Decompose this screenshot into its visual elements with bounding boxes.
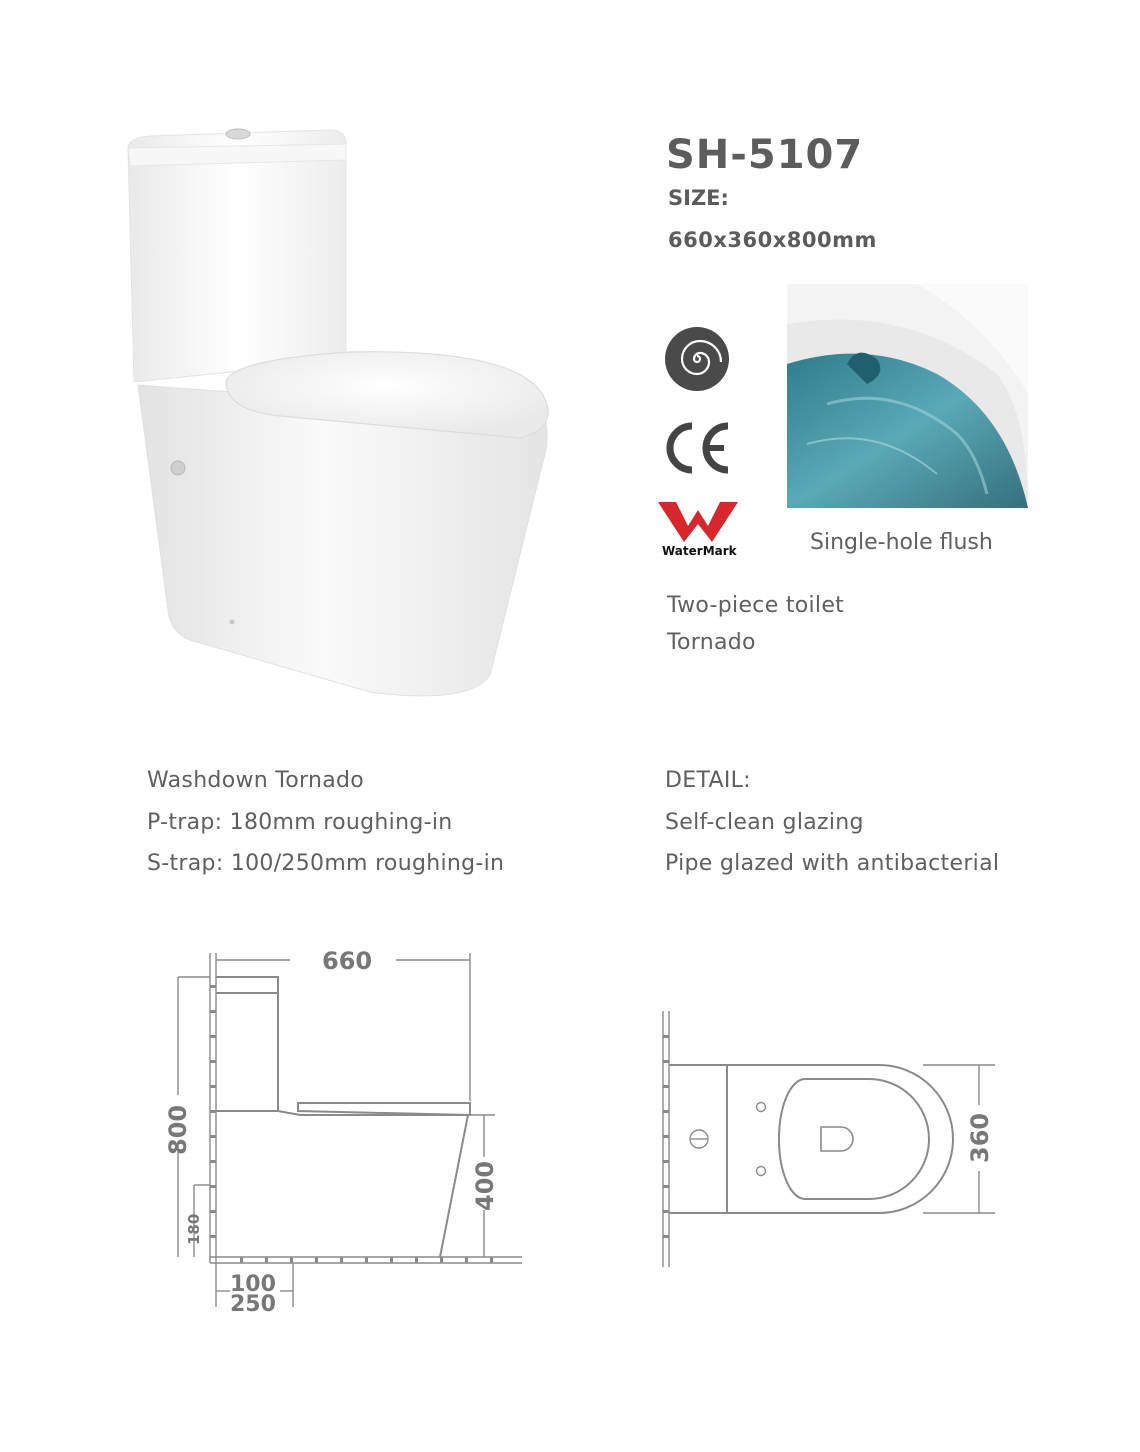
top-view-drawing [655, 1005, 1015, 1275]
wall-hatch-top [663, 1035, 669, 1238]
dim-depth-360: 360 [966, 1112, 994, 1163]
ce-mark-icon [662, 420, 732, 476]
flush-caption: Single-hole flush [810, 530, 993, 555]
dim-height-800: 800 [164, 1104, 192, 1155]
dim-s-trap-250: 250 [230, 1292, 276, 1317]
detail-line-2: Pipe glazed with antibacterial [665, 851, 1000, 876]
dim-width-660: 660 [322, 947, 373, 975]
watermark-label: WaterMark [662, 544, 737, 558]
size-label: SIZE: [668, 186, 729, 210]
wall-hatch [210, 985, 493, 1263]
tornado-swirl-icon [664, 326, 730, 392]
size-value: 660x360x800mm [668, 228, 877, 252]
product-photo [120, 120, 560, 710]
dim-s-trap-100: 100 [230, 1272, 276, 1297]
flush-photo [787, 284, 1028, 508]
type-line-1: Two-piece toilet [667, 593, 845, 618]
model-number: SH-5107 [666, 132, 864, 178]
spec-line-2: P-trap: 180mm roughing-in [147, 810, 453, 835]
side-view-drawing [150, 945, 540, 1325]
spec-line-1: Washdown Tornado [147, 768, 365, 793]
dim-seat-400: 400 [471, 1160, 499, 1211]
watermark-logo-icon [656, 500, 740, 544]
dim-p-trap-180: 180 [185, 1213, 203, 1245]
detail-title: DETAIL: [665, 768, 751, 793]
spec-line-3: S-trap: 100/250mm roughing-in [147, 851, 505, 876]
type-line-2: Tornado [667, 630, 756, 655]
detail-line-1: Self-clean glazing [665, 810, 864, 835]
